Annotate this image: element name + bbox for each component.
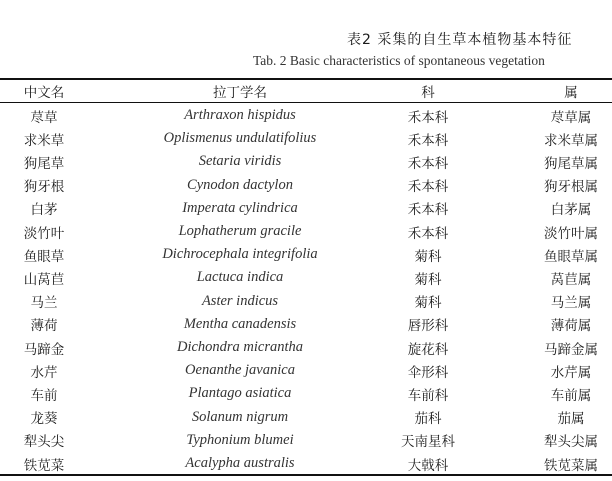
cell-cn-name: 淡竹叶 [23, 225, 65, 242]
cell-cn-name: 犁头尖 [23, 434, 65, 451]
cell-family: 大戟科 [407, 457, 449, 474]
cell-family: 禾本科 [407, 132, 449, 149]
cell-family: 菊科 [414, 295, 442, 312]
cell-genus: 犁头尖属 [544, 434, 598, 451]
table-row [0, 174, 612, 197]
cell-genus: 狗尾草属 [544, 155, 598, 172]
cell-genus: 水芹属 [550, 364, 592, 381]
table-title-cn: 表2 采集的自生草本植物基本特征 [347, 32, 573, 48]
cell-family: 菊科 [414, 271, 442, 288]
cell-cn-name: 求米草 [23, 132, 65, 149]
cell-cn-name: 山莴苣 [23, 271, 65, 288]
table-row [0, 243, 612, 266]
table-title-en: Tab. 2 Basic characteristics of spontaneous vegetation [253, 53, 545, 68]
table-header-row [0, 80, 612, 102]
cell-family: 旋花科 [407, 341, 449, 358]
cell-latin-name: Typhonium blumei [186, 431, 294, 448]
cell-latin-name: Imperata cylindrica [182, 199, 298, 216]
table-row [0, 220, 612, 243]
header-cn-name: 中文名 [23, 85, 65, 101]
table-row [0, 429, 612, 452]
header-genus: 属 [564, 85, 578, 101]
cell-family: 车前科 [407, 387, 449, 404]
cell-latin-name: Mentha canadensis [183, 315, 297, 332]
cell-family: 天南星科 [401, 434, 455, 451]
table-row [0, 359, 612, 382]
table-row [0, 150, 612, 173]
cell-cn-name: 马蹄金 [23, 341, 65, 358]
cell-family: 茄科 [414, 411, 442, 428]
header-family: 科 [421, 85, 435, 101]
cell-cn-name: 荩草 [30, 109, 58, 126]
cell-cn-name: 鱼眼草 [23, 248, 65, 265]
cell-latin-name: Dichrocephala integrifolia [162, 246, 318, 263]
table-row [0, 406, 612, 429]
cell-latin-name: Plantago asiatica [188, 385, 292, 402]
cell-genus: 白茅属 [550, 202, 592, 219]
cell-cn-name: 铁苋菜 [23, 457, 65, 474]
cell-cn-name: 狗牙根 [23, 179, 65, 196]
cell-cn-name: 龙葵 [30, 411, 58, 428]
cell-cn-name: 马兰 [30, 295, 58, 312]
cell-family: 禾本科 [407, 155, 449, 172]
cell-latin-name: Oenanthe javanica [185, 362, 295, 379]
cell-genus: 铁苋菜属 [544, 457, 598, 474]
cell-latin-name: Dichondra micrantha [176, 339, 304, 356]
cell-family: 禾本科 [407, 225, 449, 242]
cell-latin-name: Lophatherum gracile [178, 223, 302, 240]
cell-genus: 茄属 [557, 411, 585, 428]
cell-family: 禾本科 [407, 109, 449, 126]
table-header-rule [0, 102, 612, 103]
cell-cn-name: 狗尾草 [23, 155, 65, 172]
cell-family: 禾本科 [407, 202, 449, 219]
cell-genus: 鱼眼草属 [544, 248, 598, 265]
cell-latin-name: Cynodon dactylon [187, 176, 293, 193]
cell-genus: 车前属 [550, 387, 592, 404]
table-bottom-rule [0, 474, 612, 476]
cell-cn-name: 薄荷 [30, 318, 58, 335]
table-row [0, 197, 612, 220]
table-row [0, 104, 612, 127]
header-latin-name: 拉丁学名 [213, 85, 267, 101]
cell-genus: 马蹄金属 [544, 341, 598, 358]
table-row [0, 452, 612, 475]
table-row [0, 313, 612, 336]
cell-family: 唇形科 [407, 318, 449, 335]
cell-latin-name: Solanum nigrum [191, 408, 289, 425]
cell-family: 菊科 [414, 248, 442, 265]
cell-cn-name: 白茅 [30, 202, 58, 219]
table-row [0, 290, 612, 313]
cell-family: 禾本科 [407, 179, 449, 196]
cell-latin-name: Setaria viridis [198, 153, 282, 170]
cell-family: 伞形科 [407, 364, 449, 381]
cell-latin-name: Oplismenus undulatifolius [163, 130, 317, 147]
cell-cn-name: 水芹 [30, 364, 58, 381]
cell-genus: 马兰属 [550, 295, 592, 312]
cell-genus: 求米草属 [544, 132, 598, 149]
cell-latin-name: Lactuca indica [196, 269, 284, 286]
cell-genus: 薄荷属 [550, 318, 592, 335]
cell-genus: 莴苣属 [550, 271, 592, 288]
cell-latin-name: Arthraxon hispidus [184, 107, 296, 124]
cell-genus: 淡竹叶属 [544, 225, 598, 242]
table-row [0, 336, 612, 359]
table-row [0, 127, 612, 150]
cell-latin-name: Acalypha australis [185, 455, 295, 472]
table-row [0, 382, 612, 405]
cell-genus: 狗牙根属 [544, 179, 598, 196]
table-row [0, 266, 612, 289]
cell-genus: 荩草属 [550, 109, 592, 126]
cell-latin-name: Aster indicus [201, 292, 279, 309]
cell-cn-name: 车前 [30, 387, 58, 404]
